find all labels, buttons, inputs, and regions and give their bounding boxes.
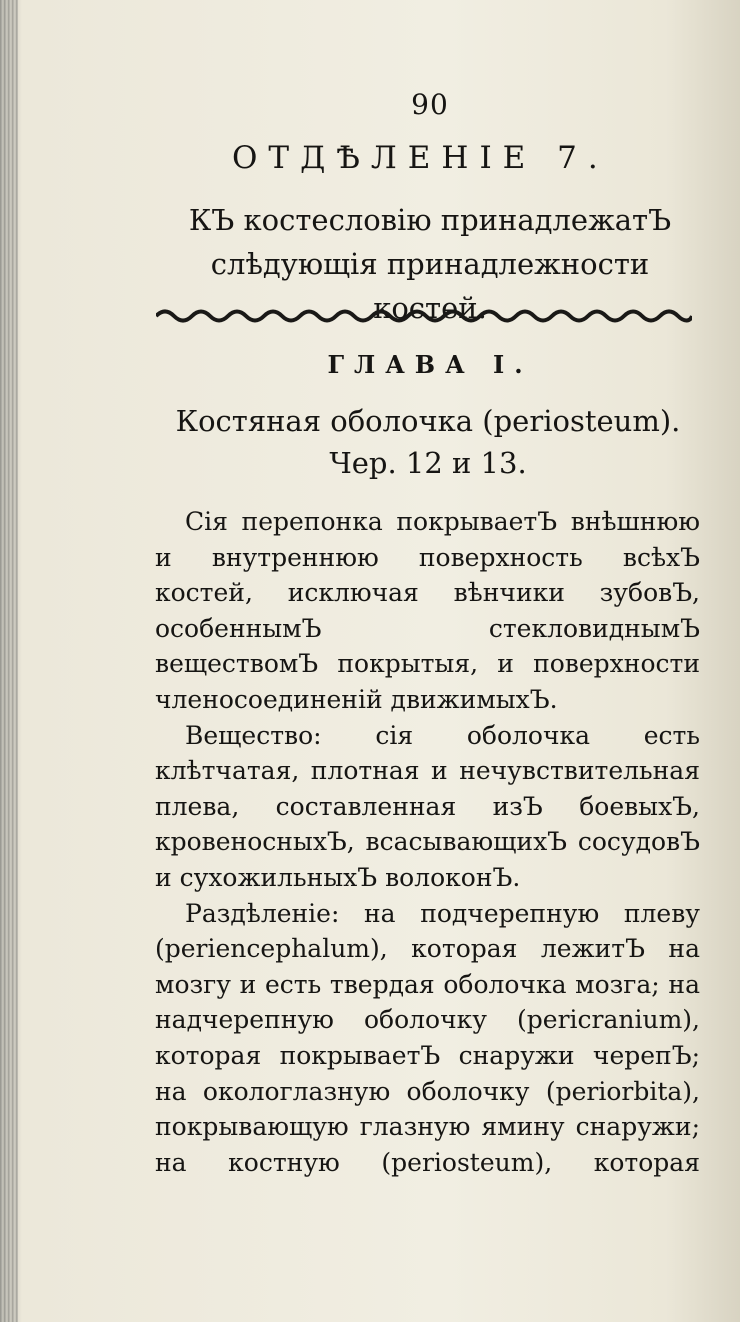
section-title: ОТДѢЛЕНІЕ 7. xyxy=(232,140,609,176)
section-subtitle: КЪ костесловію принадлежатЪ слѣдующія принадлежности костей. xyxy=(188,203,672,325)
page-binding-edge xyxy=(0,0,18,1322)
body-text xyxy=(155,504,700,1180)
chapter-heading: Костяная оболочка (periosteum). Чер. 12 и 13. xyxy=(175,404,681,480)
paragraph-division: Раздѣленіе: на подчерепную плеву (periencephalum), которая лежитЪ на мозгу и есть твердая оболочка мозга; на надчерепную оболочку (pericranium), которая покрываетЪ снаружи черепЪ; на окологлазную оболочку (periorbita), покрывающую глазную ямину снаружи; на костную (periosteum), которая xyxy=(155,898,700,1177)
paragraph-membrane: Сія перепонка покрываетЪ внѣшнюю и внутреннюю поверхность всѣхЪ костей, исключая вѣнчики зубовЪ, особеннымЪ стекловиднымЪ веществомЪ покрытыя, и поверхности членосоединеній движимыхЪ. xyxy=(155,507,700,714)
page-number: 90 xyxy=(411,88,449,121)
ornamental-divider xyxy=(156,308,692,324)
paragraph-substance: Вещество: сія оболочка есть клѣтчатая, плотная и нечувствительная плева, составленная изЪ боевыхЪ, кровеносныхЪ, всасывающихЪ сосудовЪ и сухожильныхЪ волоконЪ. xyxy=(155,720,700,892)
chapter-title: ГЛАВА I. xyxy=(327,350,533,379)
